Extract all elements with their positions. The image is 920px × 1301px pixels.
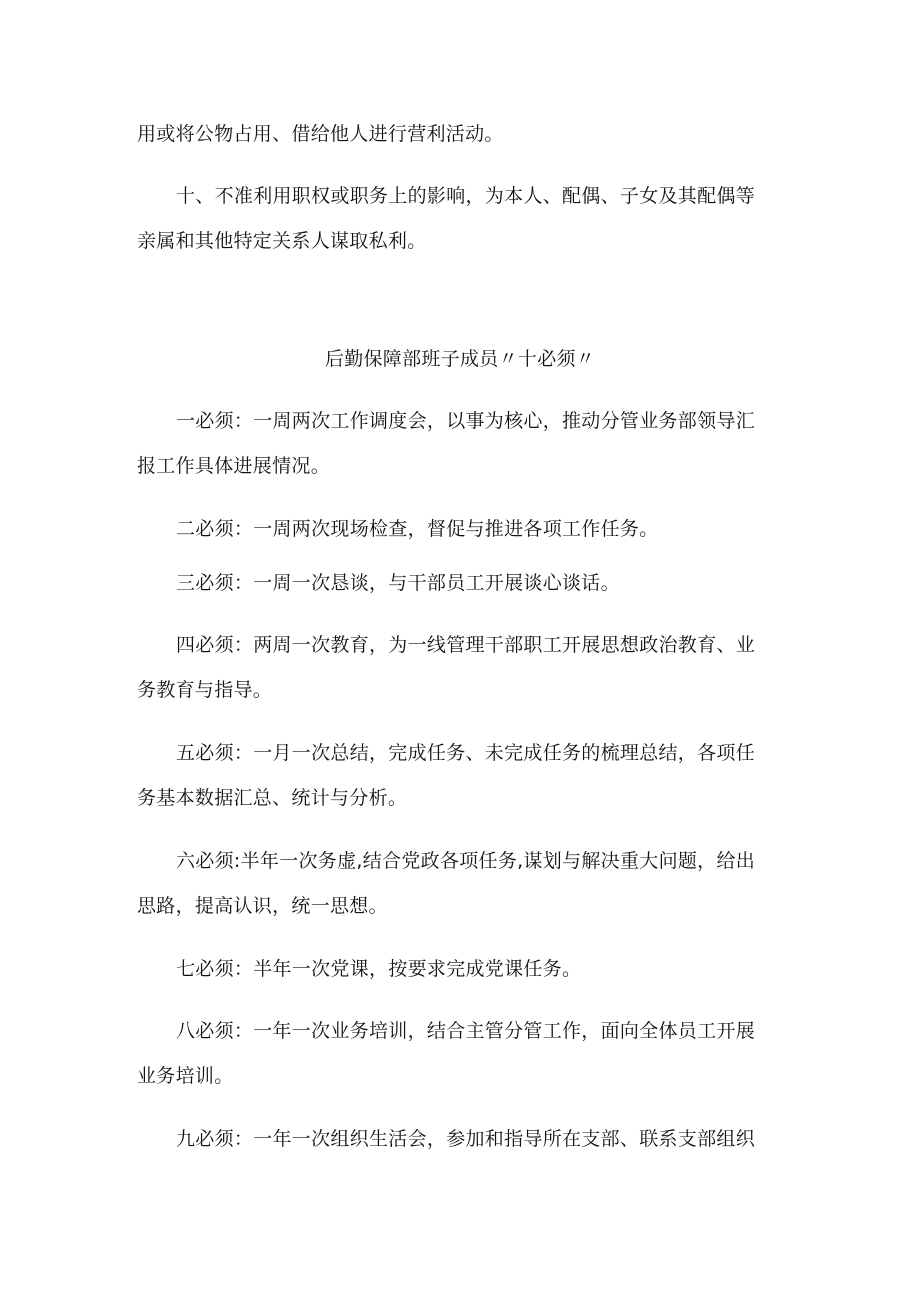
rule-ten-line-2: 亲属和其他特定关系人谋取私利。: [137, 230, 427, 252]
item-8-line-2: 业务培训。: [137, 1065, 234, 1087]
item-4-line-1: 四必须：两周一次教育，为一线管理干部职工开展思想政治教育、业: [176, 634, 756, 656]
item-3-line-1: 三必须：一周一次恳谈，与干部员工开展谈心谈话。: [176, 572, 620, 594]
item-6-line-1: 六必须:半年一次务虚,结合党政各项任务,谋划与解决重大问题，给出: [176, 850, 756, 872]
item-1-line-2: 报工作具体进展情况。: [137, 455, 331, 477]
rule-ten-line-1: 十、不准利用职权或职务上的影响，为本人、配偶、子女及其配偶等: [176, 185, 756, 207]
section-title: 后勤保障部班子成员〃十必须〃: [324, 348, 596, 370]
item-1-line-1: 一必须：一周两次工作调度会，以事为核心，推动分管业务部领导汇: [176, 410, 756, 432]
item-7-line-1: 七必须：半年一次党课，按要求完成党课任务。: [176, 958, 582, 980]
item-2-line-1: 二必须：一周两次现场检查，督促与推进各项工作任务。: [176, 518, 659, 540]
item-4-line-2: 务教育与指导。: [137, 679, 273, 701]
item-5-line-2: 务基本数据汇总、统计与分析。: [137, 787, 408, 809]
item-9-line-1: 九必须：一年一次组织生活会，参加和指导所在支部、联系支部组织: [176, 1128, 756, 1150]
item-6-line-2: 思路，提高认识，统一思想。: [137, 895, 388, 917]
item-8-line-1: 八必须：一年一次业务培训，结合主管分管工作，面向全体员工开展: [176, 1020, 756, 1042]
item-5-line-1: 五必须：一月一次总结，完成任务、未完成任务的梳理总结，各项任: [176, 742, 756, 764]
paragraph-continuation-line: 用或将公物占用、借给他人进行营利活动。: [137, 123, 504, 145]
